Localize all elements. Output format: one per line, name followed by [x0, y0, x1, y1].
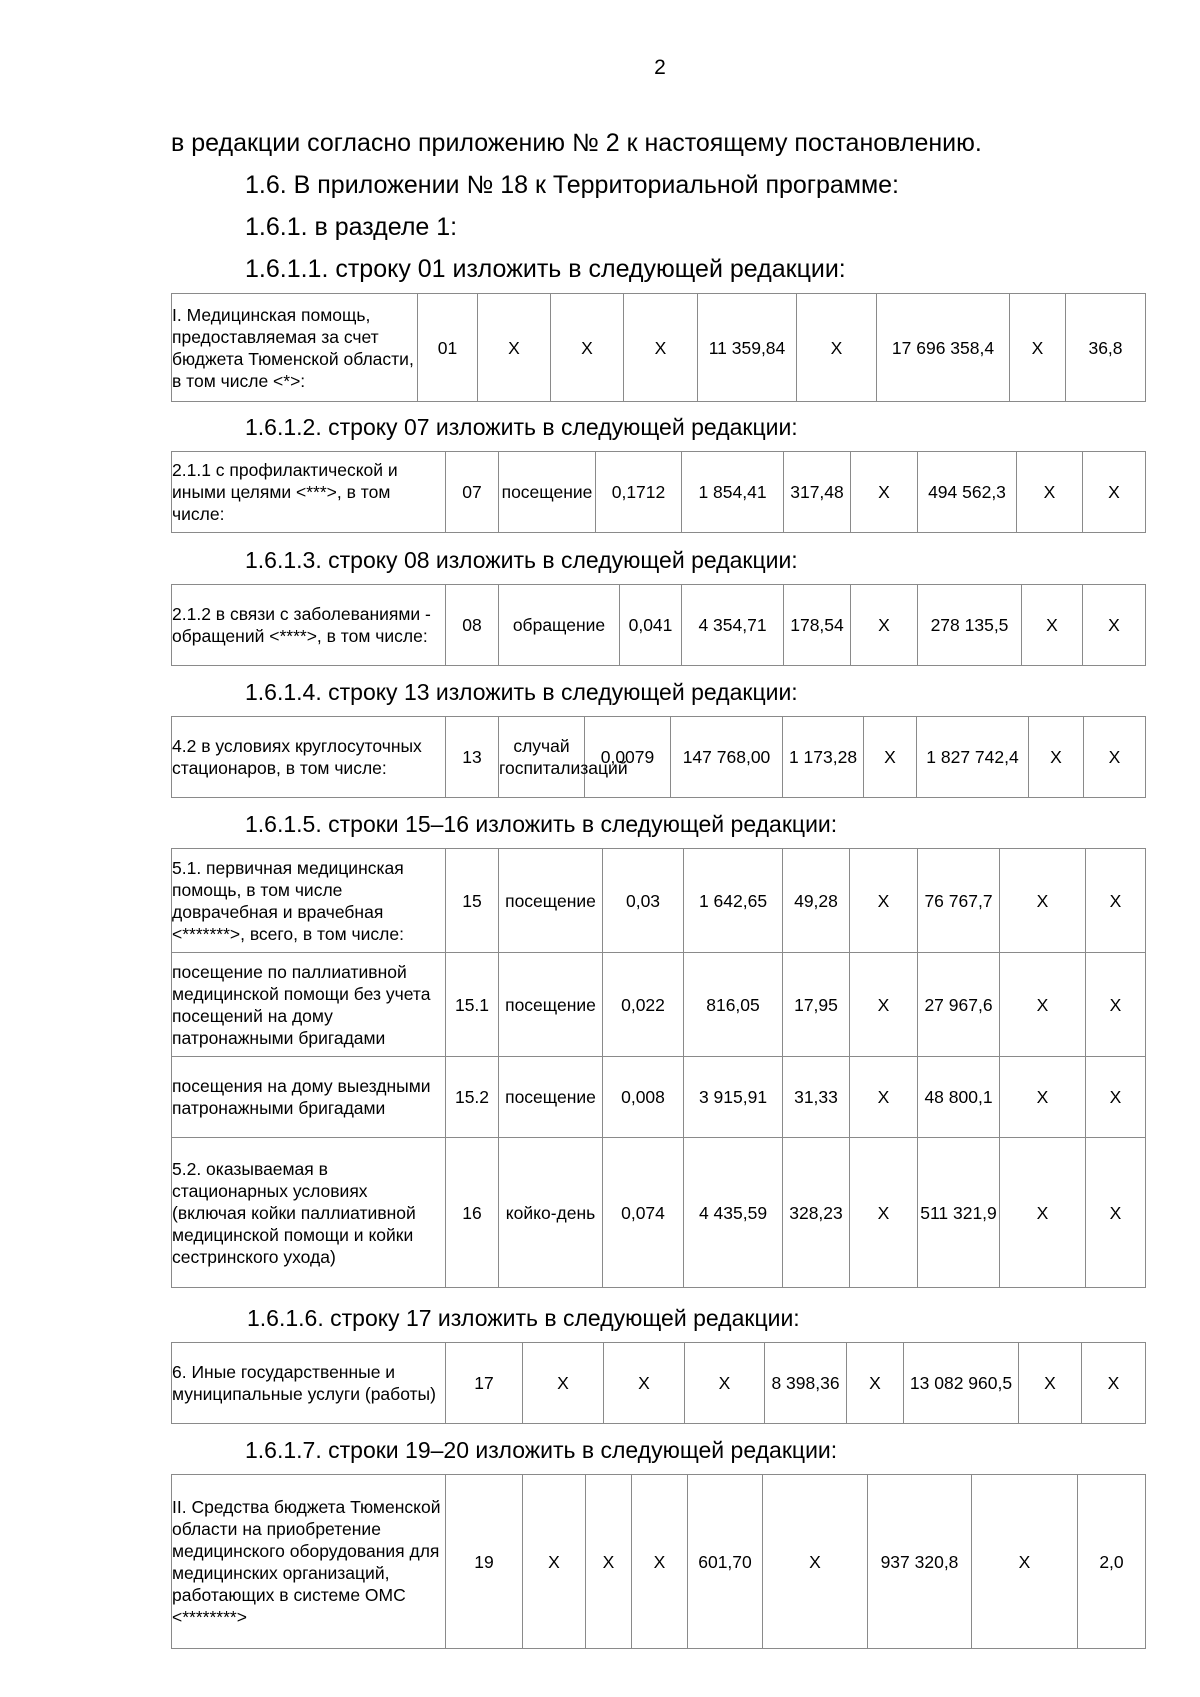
sum-budget-cell: 76 767,7 — [918, 849, 1000, 953]
intro-line: 1.6. В приложении № 18 к Территориальной программе: — [245, 171, 899, 199]
per-capita-oms-cell: X — [850, 849, 918, 953]
table-row — [172, 1138, 1146, 1288]
row-name: 5.2. оказываемая в стационарных условиях (включая койки паллиативной медицинской помощи и койки сестринского ухода) — [172, 1138, 446, 1288]
per-capita-oms-cell: X — [850, 1057, 918, 1138]
unit-cell: X — [523, 1343, 604, 1424]
volume-cell: 0,03 — [603, 849, 684, 953]
sum-budget-cell: 511 321,9 — [918, 1138, 1000, 1288]
cost-cell: X — [685, 1343, 765, 1424]
cost-cell: 1 642,65 — [684, 849, 783, 953]
cost-cell: 4 435,59 — [684, 1138, 783, 1288]
sum-oms-cell: X — [1000, 1057, 1086, 1138]
unit-cell: койко-день — [499, 1138, 603, 1288]
sum-oms-cell: X — [1000, 953, 1086, 1057]
percent-cell: X — [1083, 452, 1146, 533]
intro-line: 1.6.1.1. строку 01 изложить в следующей редакции: — [245, 255, 846, 283]
percent-cell: X — [1086, 953, 1146, 1057]
row-number: 13 — [446, 717, 499, 798]
sum-oms-cell: X — [1029, 717, 1084, 798]
row-name: 6. Иные государственные и муниципальные услуги (работы) — [172, 1343, 446, 1424]
intro-line: в редакции согласно приложению № 2 к настоящему постановлению. — [171, 129, 982, 157]
cost-cell: X — [632, 1475, 688, 1649]
table-row — [172, 1475, 1146, 1649]
section-heading: 1.6.1.5. строки 15–16 изложить в следующей редакции: — [245, 811, 838, 837]
table-row — [172, 1343, 1146, 1424]
volume-cell: 0,1712 — [596, 452, 682, 533]
per-capita-budget-cell: 8 398,36 — [765, 1343, 847, 1424]
volume-cell: X — [604, 1343, 685, 1424]
sum-budget-cell: 27 967,6 — [918, 953, 1000, 1057]
unit-cell: X — [478, 294, 551, 402]
intro-line: 1.6.1. в разделе 1: — [245, 213, 458, 241]
row-number: 01 — [418, 294, 478, 402]
sum-budget-cell: 937 320,8 — [868, 1475, 972, 1649]
per-capita-oms-cell: X — [763, 1475, 868, 1649]
sum-oms-cell: X — [1000, 1138, 1086, 1288]
sum-oms-cell: X — [1010, 294, 1066, 402]
per-capita-oms-cell: X — [864, 717, 917, 798]
row-name: 2.1.1 с профилактической и иными целями <***>, в том числе: — [172, 452, 446, 533]
per-capita-budget-cell: 49,28 — [783, 849, 850, 953]
per-capita-budget-cell: 317,48 — [784, 452, 851, 533]
section-heading: 1.6.1.3. строку 08 изложить в следующей редакции: — [245, 547, 798, 573]
percent-cell: X — [1082, 1343, 1146, 1424]
sum-oms-cell: X — [972, 1475, 1078, 1649]
per-capita-budget-cell: 17,95 — [783, 953, 850, 1057]
per-capita-oms-cell: X — [850, 953, 918, 1057]
cost-cell: 4 354,71 — [682, 585, 784, 666]
cost-cell: 816,05 — [684, 953, 783, 1057]
table-row-01 — [171, 293, 1146, 402]
table-row — [172, 849, 1146, 953]
table-row-08 — [171, 584, 1146, 666]
table-row — [172, 452, 1146, 533]
section-heading: 1.6.1.4. строку 13 изложить в следующей редакции: — [245, 679, 798, 705]
row-name: II. Средства бюджета Тюменской области на приобретение медицинского оборудования для медицинских организаций, работающих в системе ОМС <********> — [172, 1475, 446, 1649]
per-capita-oms-cell: X — [797, 294, 877, 402]
sum-oms-cell: X — [1000, 849, 1086, 953]
row-number: 17 — [446, 1343, 523, 1424]
per-capita-budget-cell: 31,33 — [783, 1057, 850, 1138]
percent-cell: 2,0 — [1078, 1475, 1146, 1649]
row-number: 15.2 — [446, 1057, 499, 1138]
sum-budget-cell: 494 562,3 — [918, 452, 1017, 533]
per-capita-oms-cell: X — [850, 1138, 918, 1288]
section-heading: 1.6.1.6. строку 17 изложить в следующей редакции: — [247, 1305, 800, 1331]
table-row — [172, 953, 1146, 1057]
table-row-13 — [171, 716, 1146, 798]
percent-cell: 36,8 — [1066, 294, 1146, 402]
unit-cell: посещение — [499, 953, 603, 1057]
percent-cell: X — [1083, 585, 1146, 666]
table-row — [172, 294, 1146, 402]
per-capita-budget-cell: 328,23 — [783, 1138, 850, 1288]
percent-cell: X — [1086, 1138, 1146, 1288]
per-capita-oms-cell: X — [851, 452, 918, 533]
volume-cell: 0,022 — [603, 953, 684, 1057]
volume-cell: X — [551, 294, 624, 402]
per-capita-budget-cell: 178,54 — [784, 585, 851, 666]
sum-oms-cell: X — [1022, 585, 1083, 666]
cost-cell: 147 768,00 — [671, 717, 783, 798]
sum-oms-cell: X — [1017, 452, 1083, 533]
table-row-17 — [171, 1342, 1146, 1424]
per-capita-budget-cell: 11 359,84 — [698, 294, 797, 402]
volume-cell: X — [586, 1475, 632, 1649]
sum-budget-cell: 1 827 742,4 — [917, 717, 1029, 798]
row-name: 4.2 в условиях круглосуточных стационаров, в том числе: — [172, 717, 446, 798]
per-capita-oms-cell: X — [847, 1343, 904, 1424]
table-row-07 — [171, 451, 1146, 533]
row-number: 19 — [446, 1475, 523, 1649]
row-number: 15 — [446, 849, 499, 953]
row-name: I. Медицинская помощь, предоставляемая за счет бюджета Тюменской области, в том числе <*>: — [172, 294, 418, 402]
percent-cell: X — [1086, 849, 1146, 953]
row-number: 08 — [446, 585, 499, 666]
table-row-19 — [171, 1474, 1146, 1649]
percent-cell: X — [1086, 1057, 1146, 1138]
sum-budget-cell: 17 696 358,4 — [877, 294, 1010, 402]
sum-budget-cell: 278 135,5 — [918, 585, 1022, 666]
unit-cell: случай госпитализаций — [499, 717, 585, 798]
table-row — [172, 1057, 1146, 1138]
cost-cell: 3 915,91 — [684, 1057, 783, 1138]
volume-cell: 0,0079 — [585, 717, 671, 798]
section-heading: 1.6.1.2. строку 07 изложить в следующей редакции: — [245, 414, 798, 440]
table-row — [172, 717, 1146, 798]
row-name: 2.1.2 в связи с заболеваниями - обращений <****>, в том числе: — [172, 585, 446, 666]
volume-cell: 0,074 — [603, 1138, 684, 1288]
row-name: 5.1. первичная медицинская помощь, в том числе доврачебная и врачебная <*******>, всего, в том числе: — [172, 849, 446, 953]
per-capita-budget-cell: 1 173,28 — [783, 717, 864, 798]
unit-cell: X — [523, 1475, 586, 1649]
per-capita-oms-cell: X — [851, 585, 918, 666]
row-number: 15.1 — [446, 953, 499, 1057]
cost-cell: X — [624, 294, 698, 402]
volume-cell: 0,008 — [603, 1057, 684, 1138]
row-number: 07 — [446, 452, 499, 533]
page-number: 2 — [654, 56, 666, 79]
section-heading: 1.6.1.7. строки 19–20 изложить в следующей редакции: — [245, 1437, 838, 1463]
sum-budget-cell: 13 082 960,5 — [904, 1343, 1019, 1424]
unit-cell: посещение — [499, 1057, 603, 1138]
sum-budget-cell: 48 800,1 — [918, 1057, 1000, 1138]
cost-cell: 1 854,41 — [682, 452, 784, 533]
row-name: посещение по паллиативной медицинской помощи без учета посещений на дому патронажными бригадами — [172, 953, 446, 1057]
row-number: 16 — [446, 1138, 499, 1288]
row-name: посещения на дому выездными патронажными бригадами — [172, 1057, 446, 1138]
unit-cell: посещение — [499, 452, 596, 533]
table-rows-15-16 — [171, 848, 1146, 1288]
percent-cell: X — [1084, 717, 1146, 798]
unit-cell: обращение — [499, 585, 620, 666]
table-row — [172, 585, 1146, 666]
unit-cell: посещение — [499, 849, 603, 953]
sum-oms-cell: X — [1019, 1343, 1082, 1424]
per-capita-budget-cell: 601,70 — [688, 1475, 763, 1649]
volume-cell: 0,041 — [620, 585, 682, 666]
